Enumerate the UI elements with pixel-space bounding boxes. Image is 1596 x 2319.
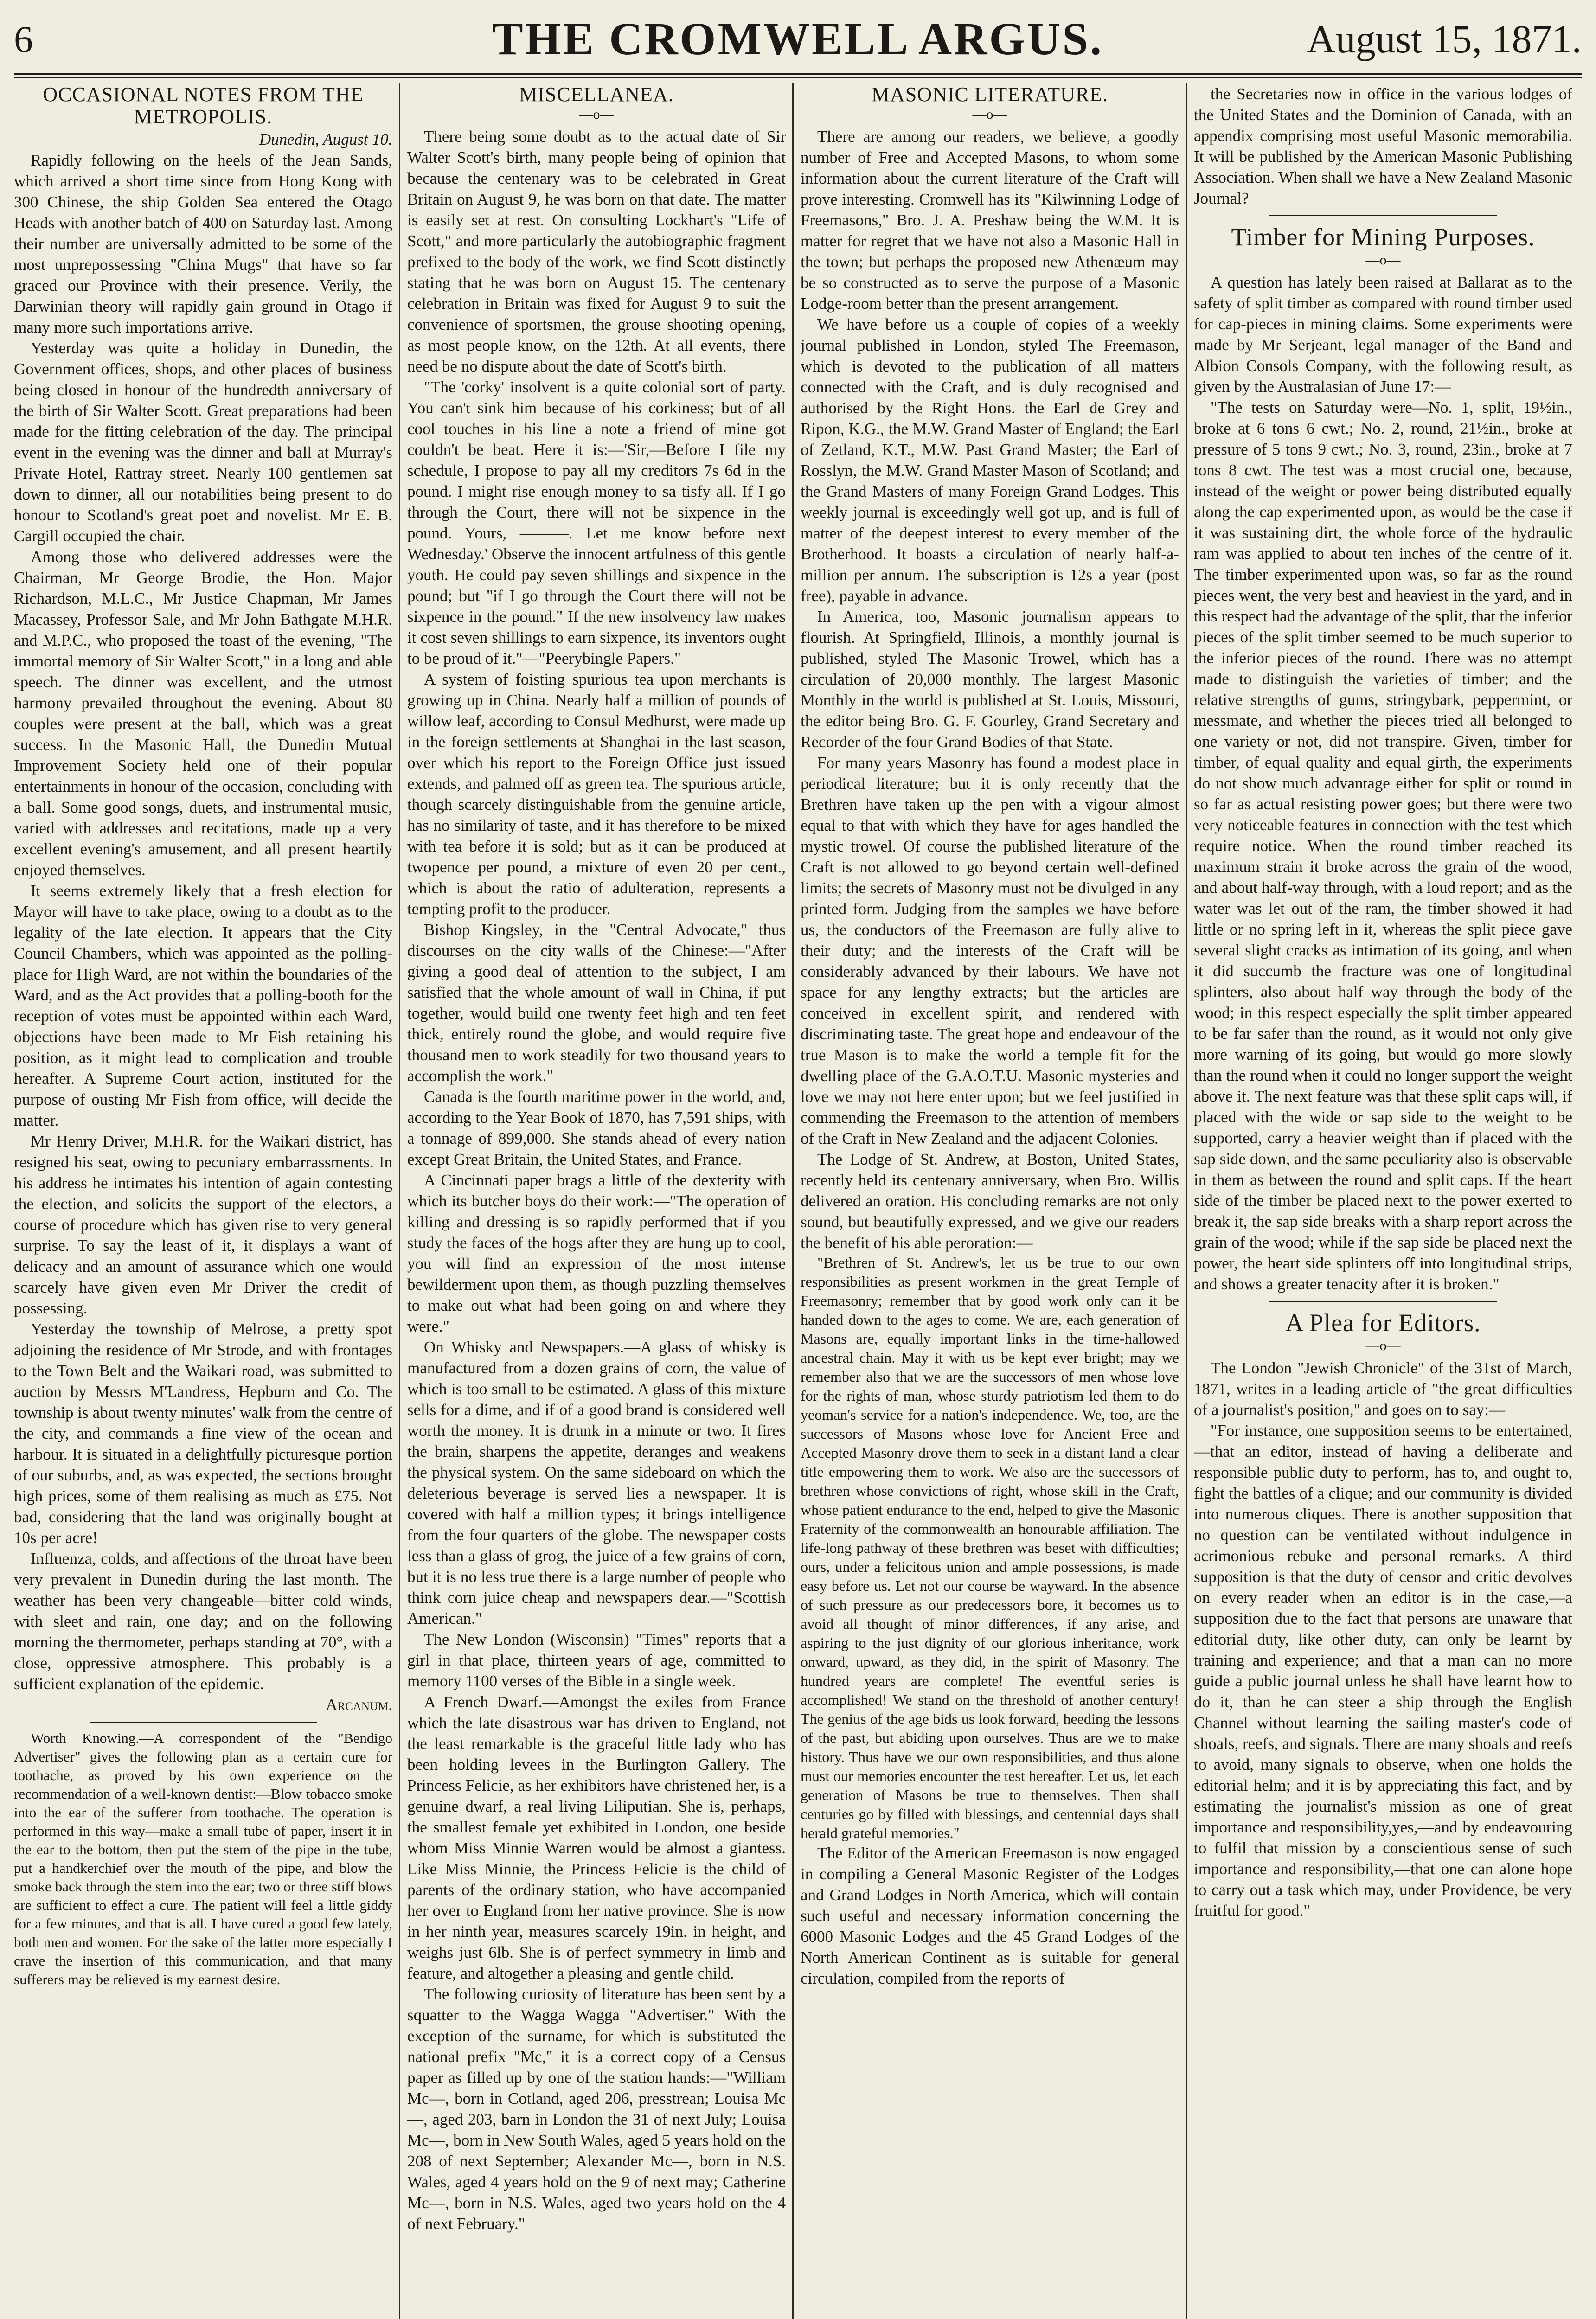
paragraph: the Secretaries now in office in the various lodges of the United States and the Dominion of Canada, with an appendix comprising most useful Masonic memorabilia. It will be published by the American Masonic Publishing Association. When shall we have a New Zealand Masonic Journal? — [1194, 85, 1572, 207]
column-2 — [407, 83, 786, 2319]
heading-plea-for-editors: A Plea for Editors. — [1285, 1309, 1481, 1337]
paragraph: For many years Masonry has found a modest place in periodical literature; but it is only recently that the Brethren have taken up the pen with a vigour almost equal to that with which they have for ages handled the mystic trowel. Of course the published literature of the Craft is not allowed to go beyond certain well-defined limits; the secrets of Masonry must not be divulged in any printed form. Judging from the samples we have before us, the conductors of the Freemason are fully alive to their duty; and the interests of the Craft will be considerably advanced by their labours. We have not space for any lengthy extracts; but the articles are conceived in excellent spirit, and rendered with discriminating taste. The great hope and endeavour of the true Mason is to make the world a temple fit for the dwelling place of the G.A.O.T.U. Masonic mysteries and love we may not here enter upon; but we feel justified in commending the Freemason to the attention of members of the Craft in New Zealand and the adjacent Colonies. — [801, 754, 1179, 1147]
heading-miscellanea: MISCELLANEA. — [519, 83, 674, 106]
paragraph: Canada is the fourth maritime power in the world, and, according to the Year Book of 1870, has 7,591 ships, with a tonnage of 899,000. She stands ahead of every nation except Great Britain, the United States, and France. — [407, 1088, 786, 1168]
masthead — [14, 9, 1582, 74]
column-1 — [14, 83, 392, 2319]
paragraph: Influenza, colds, and affections of the throat have been very prevalent in Dunedin during the last month. The weather has been very changeable—bitter cold winds, with sleet and rain, one day; and on the following morning the thermometer, perhaps standing at 70°, with a close, oppressive atmosphere. This probably is a sufficient explanation of the epidemic. — [14, 1550, 392, 1693]
divider — [1269, 215, 1497, 216]
paragraph: Among those who delivered addresses were the Chairman, Mr George Brodie, the Hon. Major Richardson, M.L.C., Mr Justice Chapman, Mr James Macassey, Professor Sale, and Mr John Bathgate M.H.R. and M.P.C., who proposed the toast of the evening, "The immortal memory of Sir Walter Scott," in a long and able speech. The dinner was excellent, and the utmost harmony prevailed throughout the evening. About 80 couples were present at the ball, which was a great success. In the Masonic Hall, the Dunedin Mutual Improvement Society held one of their popular entertainments in honour of the occasion, concluding with a ball. Some good songs, duets, and instrumental music, varied with addresses and recitations, made up a very excellent evening's amusement, and all present heartily enjoyed themselves. — [14, 548, 392, 879]
column-separator — [1186, 83, 1187, 2319]
paragraph: "The tests on Saturday were—No. 1, split, 19½in., broke at 6 tons 6 cwt.; No. 2, round, 21½in., broke at pressure of 5 tons 9 cwt.; No. 3, round, 23in., broke at 7 tons 8 cwt. The test was a most crucial one, because, instead of the weight or power being distributed equally along the cap experimented upon, as would be the case if it was sustaining dirt, the whole force of the hydraulic ram was applied to about ten inches of the centre of it. The timber experimented upon was, so far as the round pieces went, the very best and heaviest in the yard, and in this respect had the advantage of the split, that the inferior pieces of the split timber seemed to be much superior to the inferior pieces of the round. There was no attempt made to distinguish the varieties of timber; and the relative strengths of gums, stringybark, peppermint, or messmate, and whether the pieces tried all belonged to one variety or not, did not transpire. Given, timber for timber, of equal quality and equal girth, the experiments do not show much advantage either for split or round in so far as actual resisting power goes; but there were two very noticeable features in connection with the test which require notice. When the round timber reached its maximum strain it broke across the grain of the wood, and about half-way through, with a loud report; and as the water was let out of the ram, the timber showed it had little or no spring left in it, whereas the split piece gave several slight cracks as intimation of its going, and when it did succumb the fracture was one of longitudinal splinters, also about half way through the body of the wood; in this respect especially the split timber appeared to be far safer than the round, as it would not only give more warning of its going, but would go more slowly than the round when it could no longer support the weight above it. The next feature was that these split caps will, if placed with the wide or sap side to the weight to be supported, carry a heavier weight than if placed with the sap side down, and the same peculiarity also is observable in them as between the round and split caps. If the heart side of the timber be placed next to the power exerted to break it, the sap side breaks with a sharp report across the grain of the wood; while if the sap side be placed next the power, the heart side splinters off into longitudinal strips, and shows a greater tenacity after it is broken." — [1194, 398, 1572, 1293]
paragraph: The Lodge of St. Andrew, at Boston, United States, recently held its centenary anniversary, when Bro. Willis delivered an oration. His concluding remarks are not only sound, but beautifully expressed, and we give our readers the benefit of his able peroration:— — [801, 1150, 1179, 1252]
paragraph: The Editor of the American Freemason is now engaged in compiling a General Masonic Register of the Lodges and Grand Lodges in North America, which will contain such useful and necessary information concerning the 6000 Masonic Lodges and the 45 Grand Lodges of the North American Continent as is suitable for general circulation, compiled from the reports of — [801, 1844, 1179, 1987]
paragraph: A Cincinnati paper brags a little of the dexterity with which its butcher boys do their work:—"The operation of killing and dressing is so rapidly performed that if you study the faces of the hogs after they are hung up to cool, you will find an expression of the most intense bewilderment upon them, as though puzzling themselves to make out what had been going on and where they were." — [407, 1171, 786, 1335]
paragraph: "The 'corky' insolvent is a quite colonial sort of party. You can't sink him because of his corkiness; but of all cool touches in his line a note a friend of mine got couldn't be beat. Here it is:—'Sir,—Before I file my schedule, I propose to pay all my creditors 7s 6d in the pound. I might rise enough money to sa tisfy all. If I go through the Court, there will not be sixpence in the pound. Yours, ———. Let me know before next Wednesday.' Observe the innocent artfulness of this gentle youth. He could pay seven shillings and sixpence in the pound; but "if I go through the Court there will not be sixpence in the pound." If the new insolvency law makes it cost seven shillings to earn sixpence, its inventors ought to be proud of it."—"Peerybingle Papers." — [407, 378, 786, 667]
paragraph: Rapidly following on the heels of the Jean Sands, which arrived a short time since from Hong Kong with 300 Chinese, the ship Golden Sea entered the Otago Heads with another batch of 400 on Saturday last. Among their number are universally admitted to be some of the most unprepossessing "China Mugs" that have so far graced our Province with their presence. Verily, the Darwinian theory will rapidly gain ground in Otago if many more such importations arrive. — [14, 151, 392, 336]
column-separator — [792, 83, 794, 2319]
paragraph: The following curiosity of literature has been sent by a squatter to the Wagga Wagga "Advertiser." With the exception of the surname, for which is substituted the national prefix "Mc," it is a correct copy of a Census paper as filled up by one of the station hands:—"William Mc—, born in Cotland, aged 206, presstrean; Louisa Mc—, aged 203, barn in London the 31 of next July; Louisa Mc—, born in New South Wales, aged 5 years hold on the 208 of next September; Alexander Mc—, born in N.S. Wales, aged 4 years hold on the 9 of next may; Catherine Mc—, born in N.S. Wales, aged two years hold on the 4 of next February." — [407, 1985, 786, 2233]
column-3 — [801, 83, 1179, 2319]
paragraph: On Whisky and Newspapers.—A glass of whisky is manufactured from a dozen grains of corn, the value of which is too small to be estimated. A glass of this mixture sells for a dime, and if of a good brand is considered well worth the money. It is drunk in a minute or two. It fires the brain, sharpens the appetite, deranges and weakens the physical system. On the same sideboard on which the deleterious beverage is served lies a newspaper. It is covered with half a million types; it brings intelligence from the four quarters of the globe. The newspaper costs less than a glass of grog, the juice of a few grains of corn, but it is no less true there is a large number of people who think corn juice cheap and newspapers dear.—"Scottish American." — [407, 1338, 786, 1627]
divider — [1269, 1301, 1497, 1302]
paragraph: The London "Jewish Chronicle" of the 31st of March, 1871, writes in a leading article of "the great difficulties of a journalist's position," and goes on to say:— — [1194, 1359, 1572, 1419]
paragraph-worth-knowing: Worth Knowing.—A correspondent of the "Bendigo Advertiser" gives the following plan as a certain cure for toothache, as proved by his own experience on the recommendation of a well-known dentist:—Blow tobacco smoke into the ear of the sufferer from toothache. The operation is performed in this way—make a small tube of paper, insert it in the ear to the bottom, then put the stem of the pipe in the tube, put a handkerchief over the mouth of the pipe, and blow the smoke back through the stem into the ear; two or three stiff blows are sufficient to effect a cure. The patient will feel a little giddy for a few minutes, and that is all. I have cured a good few lately, both men and women. For the sake of the latter more especially I crave the insertion of this communication, and that many sufferers may be relieved is my earnest desire. — [14, 1730, 392, 1987]
page-number: 6 — [14, 18, 33, 60]
issue-date: August 15, 1871. — [1307, 17, 1582, 61]
column-separator — [399, 83, 400, 2319]
quoted-oration: "Brethren of St. Andrew's, let us be true to our own responsibilities as present workmen in the great Temple of Freemasonry; remember that by good work only can it be handed down to the ages to come. We are, each generation of Masons are, equally important links in the time-hallowed ancestral chain. May it with us be kept ever bright; may we remember also that we are the successors of men whose love for the rights of man, whose sturdy patriotism led them to do yeoman's service for a nation's independence. We, too, are the successors of Masons whose love for Ancient Free and Accepted Masonry drove them to seek in a distant land a clear title empowering them to work. We also are the successors of brethren whose convictions of right, whose skill in the Craft, whose patient endurance to the end, helped to give the Masonic Fraternity of the commonwealth an honourable affiliation. The life-long pathway of these brethren was beset with difficulties; ours, under a felicitous union and ample possessions, is made easy before us. Let not our course be wayward. In the absence of such pressure as our predecessors bore, it becomes us to avoid all thought of minor differences, if any arise, and aspiring to the just dignity of our glorious inheritance, work onward, upward, as they did, in the spirit of Masonry. The hundred years are complete! The eventful series is accomplished! We stand on the threshold of another century! The genius of the age bids us look forward, heeding the lessons of the past, but abiding upon ourselves. Thus are we to make history. Thus have we our own responsibilities, and thus alone must our memories encounter the test hereafter. Let us, let each generation of Masons be true to themselves. Then shall centuries go by filled with blessings, and centennial days shall herald grateful memories." — [801, 1254, 1179, 1841]
divider — [90, 1722, 317, 1723]
paragraph: It seems extremely likely that a fresh election for Mayor will have to take place, owing to a doubt as to the legality of the late election. It appears that the City Council Chambers, which was appointed as the polling-place for High Ward, are not within the boundaries of the Ward, and as the Act provides that a polling-booth for the reception of votes must be appointed within each Ward, objections have been made to Mr Fish retaining his position, as it might lead to complication and trouble hereafter. A Supreme Court action, instituted for the purpose of ousting Mr Fish from office, will decide the matter. — [14, 882, 392, 1129]
paragraph: In America, too, Masonic journalism appears to flourish. At Springfield, Illinois, a monthly journal is published, styled The Masonic Trowel, which has a circulation of 20,000 monthly. The largest Masonic Monthly in the world is published at St. Louis, Missouri, the editor being Bro. G. F. Gourley, Grand Secretary and Recorder of the four Grand Bodies of that State. — [801, 608, 1179, 751]
paragraph: A question has lately been raised at Ballarat as to the safety of split timber as compared with round timber used for cap-pieces in mining claims. Some experiments were made by Mr Serjeant, legal manager of the Band and Albion Consols Company, with the following result, as given by the Australasian of June 17:— — [1194, 273, 1572, 396]
paragraph: Bishop Kingsley, in the "Central Advocate," thus discourses on the city walls of the Chinese:—"After giving a good deal of attention to the subject, I am satisfied that the whole amount of wall in China, if put together, would build one twenty feet high and ten feet thick, entirely round the globe, and would require five thousand men to work steadily for two thousand years to accomplish the work." — [407, 921, 786, 1085]
paragraph: The New London (Wisconsin) "Times" reports that a girl in that place, thirteen years of age, committed to memory 1100 verses of the Bible in a single week. — [407, 1630, 786, 1690]
heading-masonic-literature: MASONIC LITERATURE. — [871, 83, 1109, 106]
paragraph: "For instance, one supposition seems to be entertained,—that an editor, instead of having a deliberate and responsible public duty to perform, has to, and ought to, fight the battles of a clique; and our community is divided into numerous cliques. There is another supposition that no question can be ventilated without indulgence in acrimonious rebuke and personal remarks. A third supposition is that the duty of censor and critic devolves on every reader when an editor is in the case,—a supposition due to the fact that persons are unaware that editorial duty, like other duty, can only be learnt by training and experience; and that a man can no more guide a public journal unless he shall have learnt how to do it, than he can steer a ship through the English Channel without learning the sailing master's code of shoals, reefs, and signals. There are many shoals and reefs to avoid, many signals to observe, when one holds the editorial helm; and it is by appreciating this fact, and by estimating the journalist's mission as one of great importance and responsibility,yes,—and by endeavouring to fulfil that mission by a conscientious sense of such importance and responsibility,—that one can alone hope to carry out a task which may, under Providence, be very fruitful for good." — [1194, 1422, 1572, 1920]
paragraph: Mr Henry Driver, M.H.R. for the Waikari district, has resigned his seat, owing to pecuniary embarrassments. In his address he intimates his intention of again contesting the election, and solicits the support of the electors, a course of procedure which has given rise to very general surprise. To say the least of it, it displays a want of delicacy and an amount of assurance which one would scarcely have given even Mr Driver the credit of possessing. — [14, 1132, 392, 1317]
heading-timber-mining: Timber for Mining Purposes. — [1231, 223, 1535, 251]
signature: Arcanum. — [326, 1696, 392, 1714]
ornament: —o— — [579, 107, 614, 122]
ornament: —o— — [1365, 1338, 1401, 1353]
paragraph: A French Dwarf.—Amongst the exiles from France which the late disastrous war has driven to England, not the least remarkable is the graceful little lady who has been holding levees in the Burlington Gallery. The Princess Felicie, as her exhibitors have christened her, is a genuine dwarf, a real living Liliputian. She is, perhaps, the smallest female yet exhibited in London, one beside whom Miss Minnie Warren would be almost a giantess. Like Miss Minnie, the Princess Felicie is the child of parents of the ordinary station, who have accompanied her over to England from her native province. She is now in her ninth year, measures scarcely 19in. in height, and weighs just 6lb. She is of perfect symmetry in limb and feature, and altogether a pleasing and gentle child. — [407, 1693, 786, 1982]
column-4 — [1194, 83, 1572, 2319]
ornament: —o— — [972, 107, 1007, 122]
paragraph: We have before us a couple of copies of a weekly journal published in London, styled The Freemason, which is devoted to the publication of all matters connected with the Craft, and is duly recognised and authorised by the Right Hons. the Earl de Grey and Ripon, K.G., the M.W. Grand Master of England; the Earl of Zetland, K.T., M.W. Past Grand Master; the Earl of Rosslyn, the M.W. Grand Master Mason of Scotland; and the Grand Masters of many Foreign Grand Lodges. This weekly journal is exceedingly well got up, and is full of matter of the deepest interest to every member of the Brotherhood. It boasts a circulation of nearly half-a-million per annum. The subscription is 12s a year (post free), payable in advance. — [801, 315, 1179, 605]
dateline: Dunedin, August 10. — [259, 130, 392, 148]
heading-occasional-notes: OCCASIONAL NOTES FROM THE METROPOLIS. — [43, 83, 364, 128]
ornament: —o— — [1365, 252, 1401, 268]
masthead-rule — [14, 73, 1582, 75]
paragraph: Yesterday the township of Melrose, a pretty spot adjoining the residence of Mr Strode, and with frontages to the Town Belt and the Waikari road, was submitted to auction by Messrs M'Landress, Hepburn and Co. The township is about twenty minutes' walk from the centre of the city, and commands a fine view of the ocean and harbour. It is situated in a delightfully picturesque portion of our suburbs, and, as was expected, the sections brought high prices, some of them realising as much as £75. Not bad, considering that the land was originally bought at 10s per acre! — [14, 1320, 392, 1547]
paragraph: Yesterday was quite a holiday in Dunedin, the Government offices, shops, and other places of business being closed in honour of the hundredth anniversary of the birth of Sir Walter Scott. Great preparations had been made for the fitting celebration of the day. The principal event in the evening was the dinner and ball at Murray's Private Hotel, Rattray street. Nearly 100 gentlemen sat down to dinner, all our notabilities being present to do honour to Scotland's great poet and novelist. Mr E. B. Cargill occupied the chair. — [14, 339, 392, 545]
paper-name: THE CROMWELL ARGUS. — [492, 13, 1103, 64]
paragraph: A system of foisting spurious tea upon merchants is growing up in China. Nearly half a million of pounds of willow leaf, according to Consul Medhurst, were made up in the foreign settlements at Shanghai in the last season, over which his report to the Foreign Office just issued extends, and palmed off as green tea. The spurious article, though scarcely distinguishable from the genuine article, has no similarity of taste, and it has therefore to be mixed with tea before it is sold; but as it can be produced at twopence per pound, a mixture of even 20 per cent., which is about the ratio of adulteration, represents a tempting profit to the producer. — [407, 670, 786, 918]
paragraph: There being some doubt as to the actual date of Sir Walter Scott's birth, many people being of opinion that because the centenary was to be celebrated in Great Britain on August 9, he was born on that date. The matter is easily set at rest. On consulting Lockhart's "Life of Scott," and more particularly the autobiographic fragment prefixed to the body of the work, we find Scott distinctly stating that he was born on August 15. The centenary celebration in Britain was fixed for August 9 to suit the convenience of sportsmen, the grouse shooting opening, as most people know, on the 12th. At all events, there need be no dispute about the date of Scott's birth. — [407, 128, 786, 375]
masthead-rule-thin — [14, 77, 1582, 78]
paragraph: There are among our readers, we believe, a goodly number of Free and Accepted Masons, to whom some information about the current literature of the Craft will prove interesting. Cromwell has its "Kilwinning Lodge of Freemasons," Bro. J. A. Preshaw being the W.M. It is matter for regret that we have not also a Masonic Hall in the town; but perhaps the proposed new Athenæum may be so constructed as to serve the purpose of a Masonic Lodge-room better than the present arrangement. — [801, 128, 1179, 313]
